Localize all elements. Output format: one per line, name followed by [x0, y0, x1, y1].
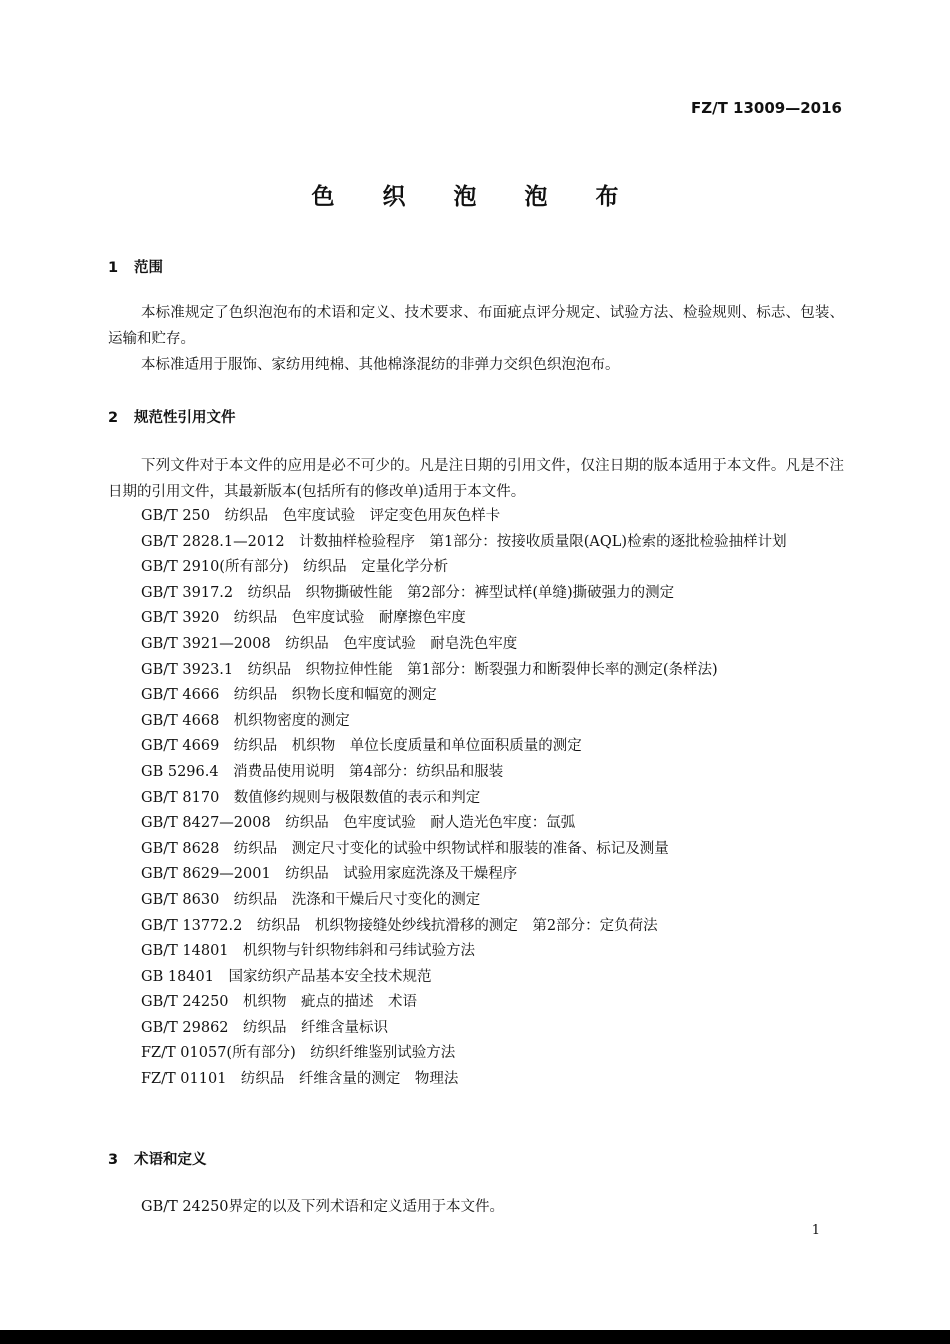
reference-item: GB 18401 国家纺织产品基本安全技术规范 [141, 968, 432, 985]
reference-item: GB 5296.4 消费品使用说明 第4部分：纺织品和服装 [141, 763, 504, 780]
scope-paragraph: 本标准规定了色织泡泡布的术语和定义、技术要求、布面疵点评分规定、试验方法、检验规则、标志、包装、运输和贮存。 [108, 305, 844, 347]
reference-item: FZ/T 01101 纺织品 纤维含量的测定 物理法 [141, 1071, 459, 1088]
page-number: 1 [811, 1223, 820, 1238]
normative-reference-list [108, 504, 844, 1093]
reference-item: GB/T 8170 数值修约规则与极限数值的表示和判定 [141, 789, 481, 806]
document-title: 色 织 泡 泡 布 [311, 184, 639, 210]
reference-item: GB/T 14801 机织物与针织物纬斜和弓纬试验方法 [141, 943, 476, 960]
section-title: 术语和定义 [134, 1152, 207, 1168]
section-heading-normative-references [108, 406, 236, 427]
reference-item: GB/T 13772.2 纺织品 机织物接缝处纱线抗滑移的测定 第2部分：定负荷法 [141, 917, 658, 934]
section-title: 规范性引用文件 [134, 410, 236, 426]
reference-item: GB/T 4668 机织物密度的测定 [141, 712, 350, 729]
reference-item: GB/T 3923.1 纺织品 织物拉伸性能 第1部分：断裂强力和断裂伸长率的测定(条样法) [141, 661, 718, 678]
reference-item: GB/T 3917.2 纺织品 织物撕破性能 第2部分：裤型试样(单缝)撕破强力的测定 [141, 584, 675, 601]
standard-number: FZ/T 13009—2016 [691, 99, 842, 117]
scope-paragraph: 本标准适用于服饰、家纺用纯棉、其他棉涤混纺的非弹力交织色织泡泡布。 [141, 357, 620, 373]
section-number: 3 [108, 1152, 119, 1168]
reference-item: GB/T 4669 纺织品 机织物 单位长度质量和单位面积质量的测定 [141, 738, 582, 755]
bottom-border-bar [0, 1330, 950, 1344]
reference-item: FZ/T 01057(所有部分) 纺织纤维鉴别试验方法 [141, 1045, 456, 1062]
section-number: 1 [108, 260, 119, 276]
reference-item: GB/T 250 纺织品 色牢度试验 评定变色用灰色样卡 [141, 508, 501, 524]
section-title: 范围 [134, 260, 163, 276]
terms-intro-paragraph: GB/T 24250界定的以及下列术语和定义适用于本文件。 [141, 1199, 505, 1215]
reference-item: GB/T 8629—2001 纺织品 试验用家庭洗涤及干燥程序 [141, 866, 518, 883]
reference-item: GB/T 2910(所有部分) 纺织品 定量化学分析 [141, 559, 449, 576]
section-heading-scope [108, 256, 163, 277]
section-number: 2 [108, 410, 119, 426]
reference-item: GB/T 3921—2008 纺织品 色牢度试验 耐皂洗色牢度 [141, 635, 518, 652]
reference-item: GB/T 24250 机织物 疵点的描述 术语 [141, 994, 418, 1011]
reference-item: GB/T 8628 纺织品 测定尺寸变化的试验中织物试样和服装的准备、标记及测量 [141, 840, 669, 857]
reference-item: GB/T 8427—2008 纺织品 色牢度试验 耐人造光色牢度：氙弧 [141, 815, 576, 832]
references-intro-paragraph: 下列文件对于本文件的应用是必不可少的。凡是注日期的引用文件，仅注日期的版本适用于本文件。凡是不注日期的引用文件，其最新版本(包括所有的修改单)适用于本文件。 [108, 458, 844, 500]
reference-item: GB/T 8630 纺织品 洗涤和干燥后尺寸变化的测定 [141, 891, 481, 908]
reference-item: GB/T 3920 纺织品 色牢度试验 耐摩擦色牢度 [141, 610, 466, 627]
section-heading-terms-definitions [108, 1148, 207, 1169]
reference-item: GB/T 4666 纺织品 织物长度和幅宽的测定 [141, 687, 437, 704]
reference-item: GB/T 2828.1—2012 计数抽样检验程序 第1部分：按接收质量限(AQL)检索的逐批检验抽样计划 [141, 533, 787, 550]
reference-item: GB/T 29862 纺织品 纤维含量标识 [141, 1019, 389, 1036]
